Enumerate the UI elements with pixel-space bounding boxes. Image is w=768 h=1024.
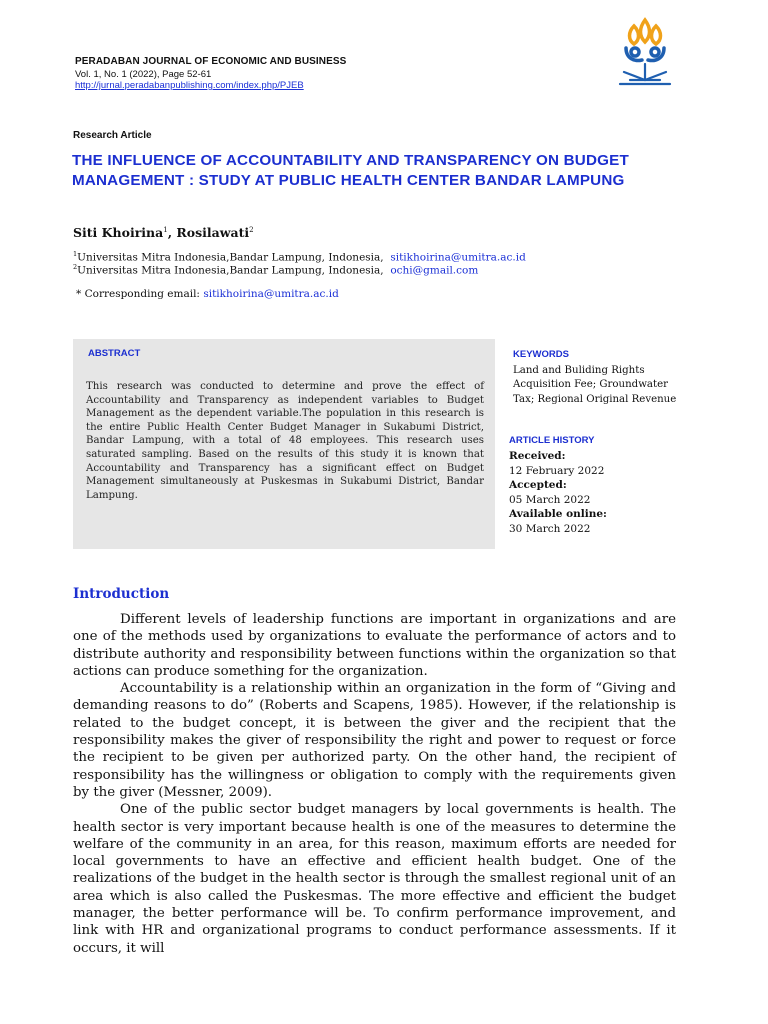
paragraph: One of the public sector budget managers by local governments is health. The health sector is very important because health is one of the measures to determine the welfare of the community in an area, for this reason, maximum efforts are needed for local governments to have an effective and efficient health budget. One of the realizations of the budget in the health sector is through the smallest regional unit of an area which is also called the Puskesmas. The more effective and efficient the budget manager, the better performance will be. To confirm performance improvement, and link with HR and organizational programs to conduct performance assessments. If it occurs, it will	[73, 802, 676, 956]
affiliation-number: 1	[73, 250, 78, 258]
corresponding-label: * Corresponding email:	[76, 288, 200, 300]
article-history-heading: ARTICLE HISTORY	[509, 435, 595, 446]
introduction-body	[73, 611, 676, 957]
abstract-heading: ABSTRACT	[88, 348, 141, 359]
affiliation-email-link[interactable]: ochi@gmail.com	[390, 264, 479, 277]
author-name: Rosilawati	[176, 225, 250, 240]
journal-logo-icon	[612, 14, 678, 90]
paragraph: Different levels of leadership functions are important in organizations and are one of the methods used by organizations to evaluate the performance of actors and to distribute authority and responsibility between functions within the organization so that actions can produce something for the organization.	[73, 612, 676, 679]
article-type: Research Article	[73, 130, 152, 141]
author-separator: ,	[167, 225, 177, 240]
keywords-text: Land and Buliding Rights Acquisition Fee; Groundwater Tax; Regional Original Revenue	[513, 365, 677, 405]
corresponding-email	[76, 288, 339, 300]
affiliation-2	[73, 261, 478, 278]
abstract-text: This research was conducted to determine and prove the effect of Accountability and Transparency as independent variables to Budget Management as the dependent variable.The population in this research is the entire Public Health Center Budget Manager in Sukabumi District, Bandar Lampung, with a total of 48 employees. This research uses saturated sampling. Based on the results of this study it is known that Accountability and Transparency has a significant effect on Budget Management simultaneously at Puskesmas in Sukabumi District, Bandar Lampung.	[86, 381, 484, 501]
affiliation-email-link[interactable]: sitikhoirina@umitra.ac.id	[390, 251, 526, 264]
corresponding-email-link[interactable]: sitikhoirina@umitra.ac.id	[203, 288, 339, 300]
journal-name: PERADABAN JOURNAL OF ECONOMIC AND BUSINESS	[75, 56, 347, 67]
keywords-heading: KEYWORDS	[513, 349, 569, 360]
logo-leaf-left	[630, 26, 639, 44]
available-online-date: 30 March 2022	[509, 523, 591, 535]
received-label: Received:	[509, 450, 566, 462]
affiliation-text: Universitas Mitra Indonesia,Bandar Lampung, Indonesia,	[77, 251, 384, 264]
logo-leaf-top	[641, 20, 650, 42]
article-title: THE INFLUENCE OF ACCOUNTABILITY AND TRANSPARENCY ON BUDGET MANAGEMENT : STUDY AT PUBLIC HEALTH CENTER BANDAR LAMPUNG	[72, 152, 629, 189]
paragraph: Accountability is a relationship within an organization in the form of “Giving and demanding reasons to do” (Roberts and Scapens, 1985). However, if the relationship is related to the budget concept, it is between the giver and the recipient that the responsibility makes the giver of responsibility the right and power to request or force the recipient to be given per authorized party. On the other hand, the recipient of responsibility has the willingness or obligation to comply with the requirements given by the giver (Messner, 2009).	[73, 681, 676, 800]
accepted-date: 05 March 2022	[509, 494, 591, 506]
available-online-label: Available online:	[509, 508, 607, 520]
author-affiliation-number: 2	[249, 225, 254, 234]
introduction-heading: Introduction	[73, 586, 170, 602]
logo-leaf-right	[652, 26, 661, 44]
received-date: 12 February 2022	[509, 465, 605, 477]
journal-volume: Vol. 1, No. 1 (2022), Page 52-61	[75, 69, 212, 80]
accepted-label: Accepted:	[509, 479, 567, 491]
author-list	[73, 225, 254, 240]
author-affiliation-number: 1	[163, 225, 168, 234]
affiliation-text: Universitas Mitra Indonesia,Bandar Lampung, Indonesia,	[77, 264, 384, 277]
journal-url-link[interactable]: http://jurnal.peradabanpublishing.com/index.php/PJEB	[75, 80, 304, 91]
affiliation-number: 2	[73, 263, 78, 271]
author-name: Siti Khoirina	[73, 225, 164, 240]
